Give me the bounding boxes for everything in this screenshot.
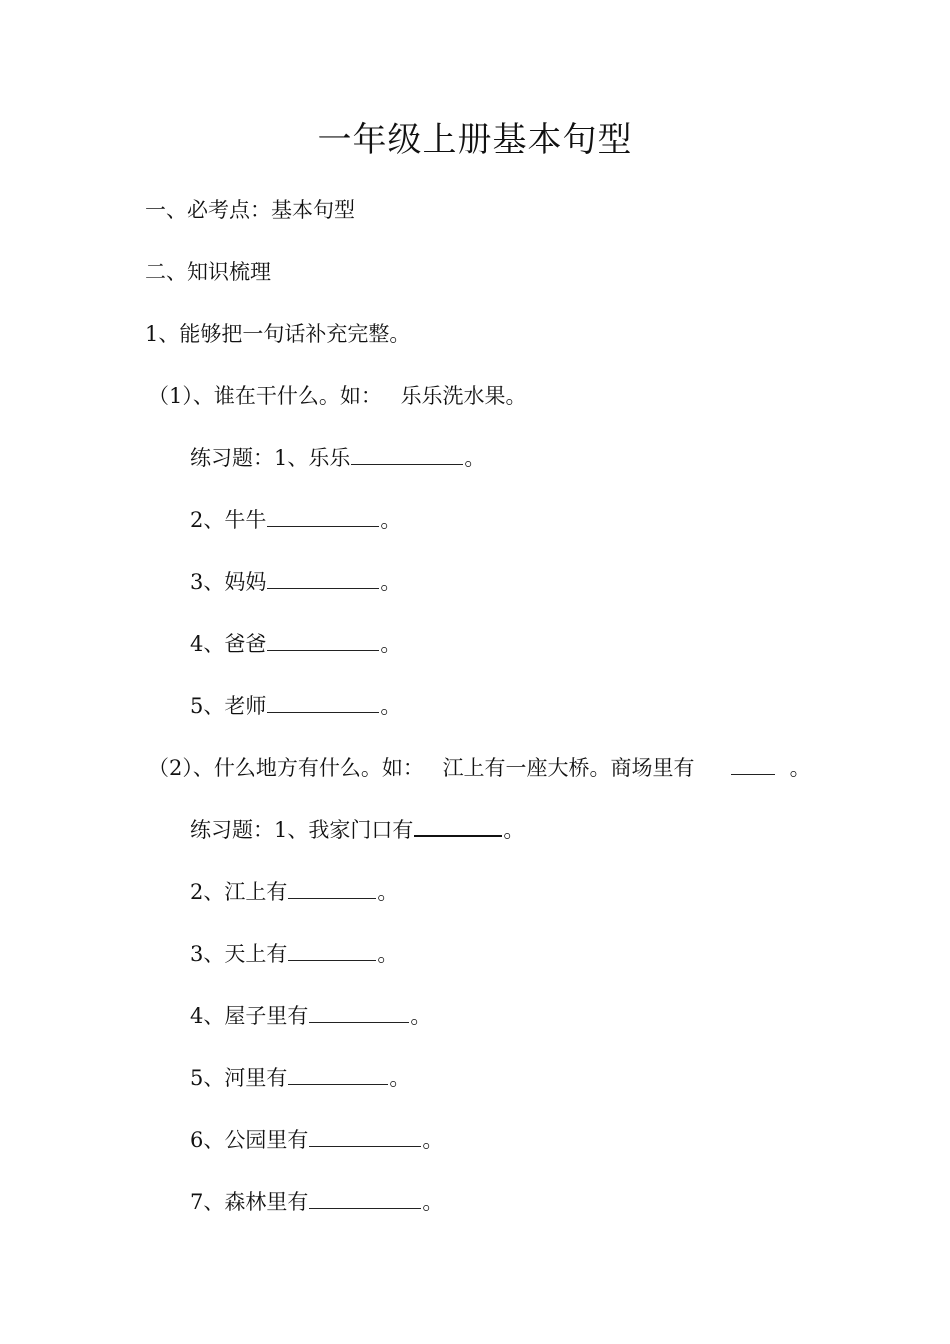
answer-blank[interactable] [414,815,502,837]
exercise-suffix: 。 [503,818,525,842]
exercise-prefix: 5、河里有 [190,1066,288,1090]
exercise-item [190,1187,443,1217]
exercise-item [190,815,524,845]
exercise-suffix: 。 [380,694,402,718]
exercise-prefix: 6、公园里有 [190,1128,309,1152]
answer-blank[interactable] [309,1002,409,1023]
point-complete-sentence: 1、能够把一句话补充完整。 [145,322,411,346]
exercise-prefix: 练习题：1、我家门口有 [190,818,414,842]
answer-blank[interactable] [288,1064,388,1085]
exercise-item [190,505,401,535]
exercise-item [190,1001,431,1031]
exercise-suffix: 。 [380,632,402,656]
section-knowledge: 二、知识梳理 [145,260,271,284]
exercise-suffix: 。 [380,570,402,594]
part1-heading-text: （1）、谁在干什么。如： [148,384,382,408]
exercise-suffix: 。 [422,1190,444,1214]
exercise-prefix: 5、老师 [190,694,267,718]
part1-example: 乐乐洗水果。 [400,384,527,408]
exercise-prefix: 2、江上有 [190,880,288,904]
answer-blank[interactable] [288,878,376,899]
exercise-suffix: 。 [422,1128,444,1152]
answer-blank[interactable] [267,630,379,651]
exercise-suffix: 。 [380,508,402,532]
exercise-prefix: 4、爸爸 [190,632,267,656]
answer-blank[interactable] [731,754,775,775]
answer-blank[interactable] [309,1126,421,1147]
exercise-suffix: 。 [377,880,399,904]
answer-blank[interactable] [267,568,379,589]
exercise-prefix: 3、天上有 [190,942,288,966]
exercise-suffix: 。 [377,942,399,966]
exercise-suffix: 。 [464,446,486,470]
exercise-prefix: 2、牛牛 [190,508,267,532]
part2-example-suffix: 。 [789,756,811,780]
exercise-item [190,567,401,597]
answer-blank[interactable] [351,444,463,465]
section-must-know: 一、必考点：基本句型 [145,198,355,222]
exercise-item [190,629,401,659]
exercise-suffix: 。 [389,1066,411,1090]
exercise-item [190,1125,443,1155]
exercise-prefix: 4、屋子里有 [190,1004,309,1028]
exercise-item [190,877,398,907]
part1-heading [148,381,527,411]
answer-blank[interactable] [288,940,376,961]
answer-blank[interactable] [267,692,379,713]
document-title: 一年级上册基本句型 [317,120,633,160]
exercise-item [190,939,398,969]
exercise-prefix: 7、森林里有 [190,1190,309,1214]
exercise-item [190,1063,410,1093]
answer-blank[interactable] [309,1188,421,1209]
part2-heading [148,753,811,783]
part2-example: 江上有一座大桥。商场里有 [442,756,695,780]
exercise-prefix: 练习题：1、乐乐 [190,446,351,470]
exercise-suffix: 。 [410,1004,432,1028]
exercise-item [190,691,401,721]
exercise-prefix: 3、妈妈 [190,570,267,594]
answer-blank[interactable] [267,506,379,527]
exercise-item [190,443,485,473]
part2-heading-text: （2）、什么地方有什么。如： [148,756,424,780]
